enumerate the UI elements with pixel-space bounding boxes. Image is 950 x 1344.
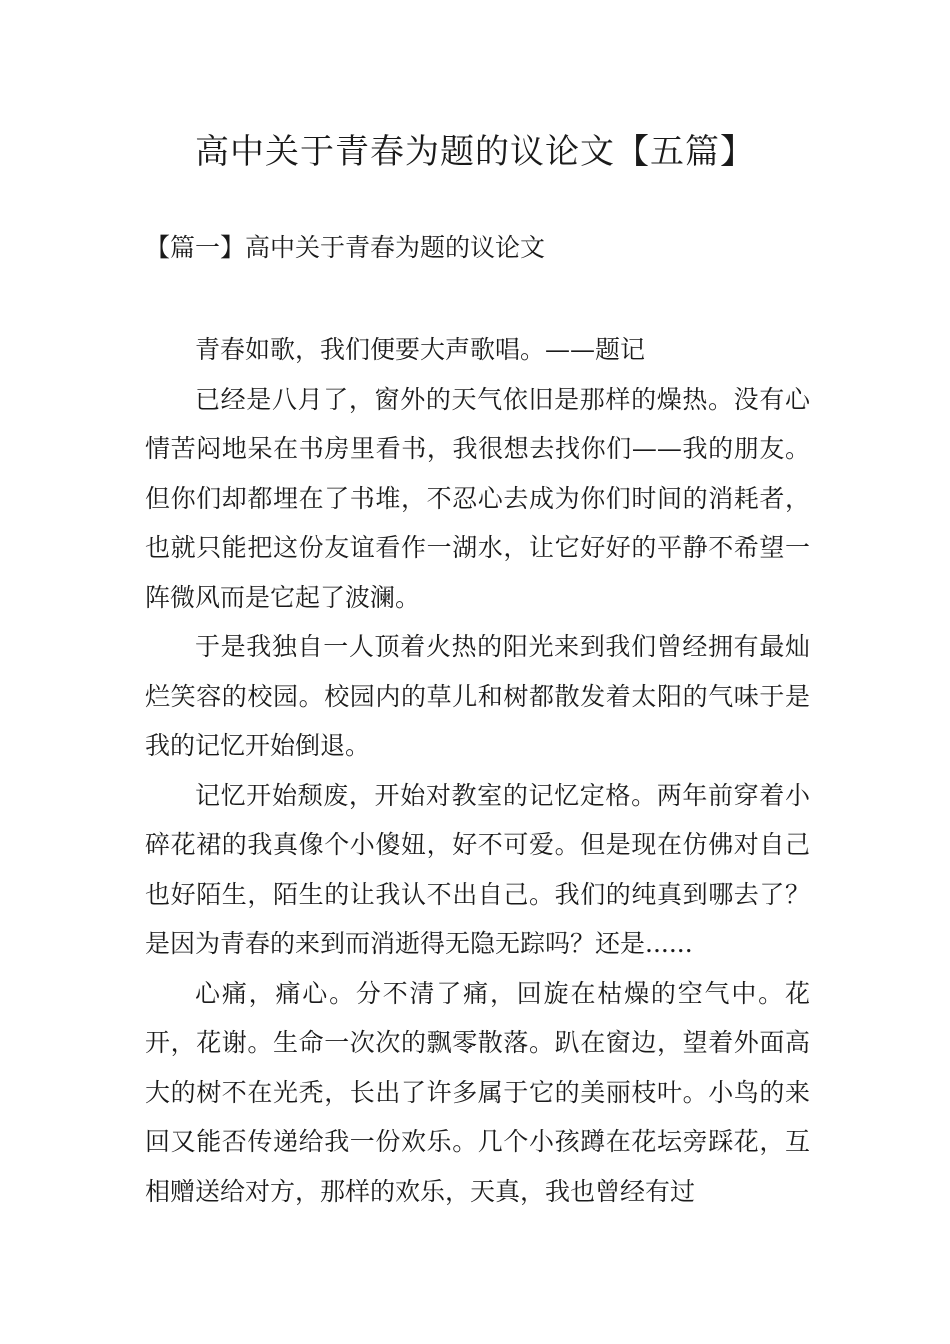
paragraph-epigraph: 青春如歌，我们便要大声歌唱。——题记 (195, 335, 646, 364)
paragraph: 已经是八月了，窗外的天气依旧是那样的燥热。没有心情苦闷地呆在书房里看书，我很想去找你们——我的朋友。但你们却都埋在了书堆，不忍心去成为你们时间的消耗者，也就只能把这份友谊看作一湖水，让它好好的平静不希望一阵微风而是它起了波澜。 (145, 384, 810, 612)
section-heading: 【篇一】高中关于青春为题的议论文 (145, 233, 546, 262)
paragraph: 于是我独自一人顶着火热的阳光来到我们曾经拥有最灿烂笑容的校园。校园内的草儿和树都散发着太阳的气味于是我的记忆开始倒退。 (145, 632, 810, 760)
essay-body (145, 325, 810, 1216)
paragraph: 心痛，痛心。分不清了痛，回旋在枯燥的空气中。花开，花谢。生命一次次的飘零散落。趴在窗边，望着外面高大的树不在光秃，长出了许多属于它的美丽枝叶。小鸟的来回又能否传递给我一份欢乐。几个小孩蹲在花坛旁踩花，互相赠送给对方，那样的欢乐，天真，我也曾经有过 (145, 978, 810, 1206)
document-title: 高中关于青春为题的议论文【五篇】 (195, 132, 755, 172)
paragraph: 记忆开始颓废，开始对教室的记忆定格。两年前穿着小碎花裙的我真像个小傻妞，好不可爱。但是现在仿佛对自己也好陌生，陌生的让我认不出自己。我们的纯真到哪去了？是因为青春的来到而消逝得无隐无踪吗？还是...... (145, 780, 810, 958)
